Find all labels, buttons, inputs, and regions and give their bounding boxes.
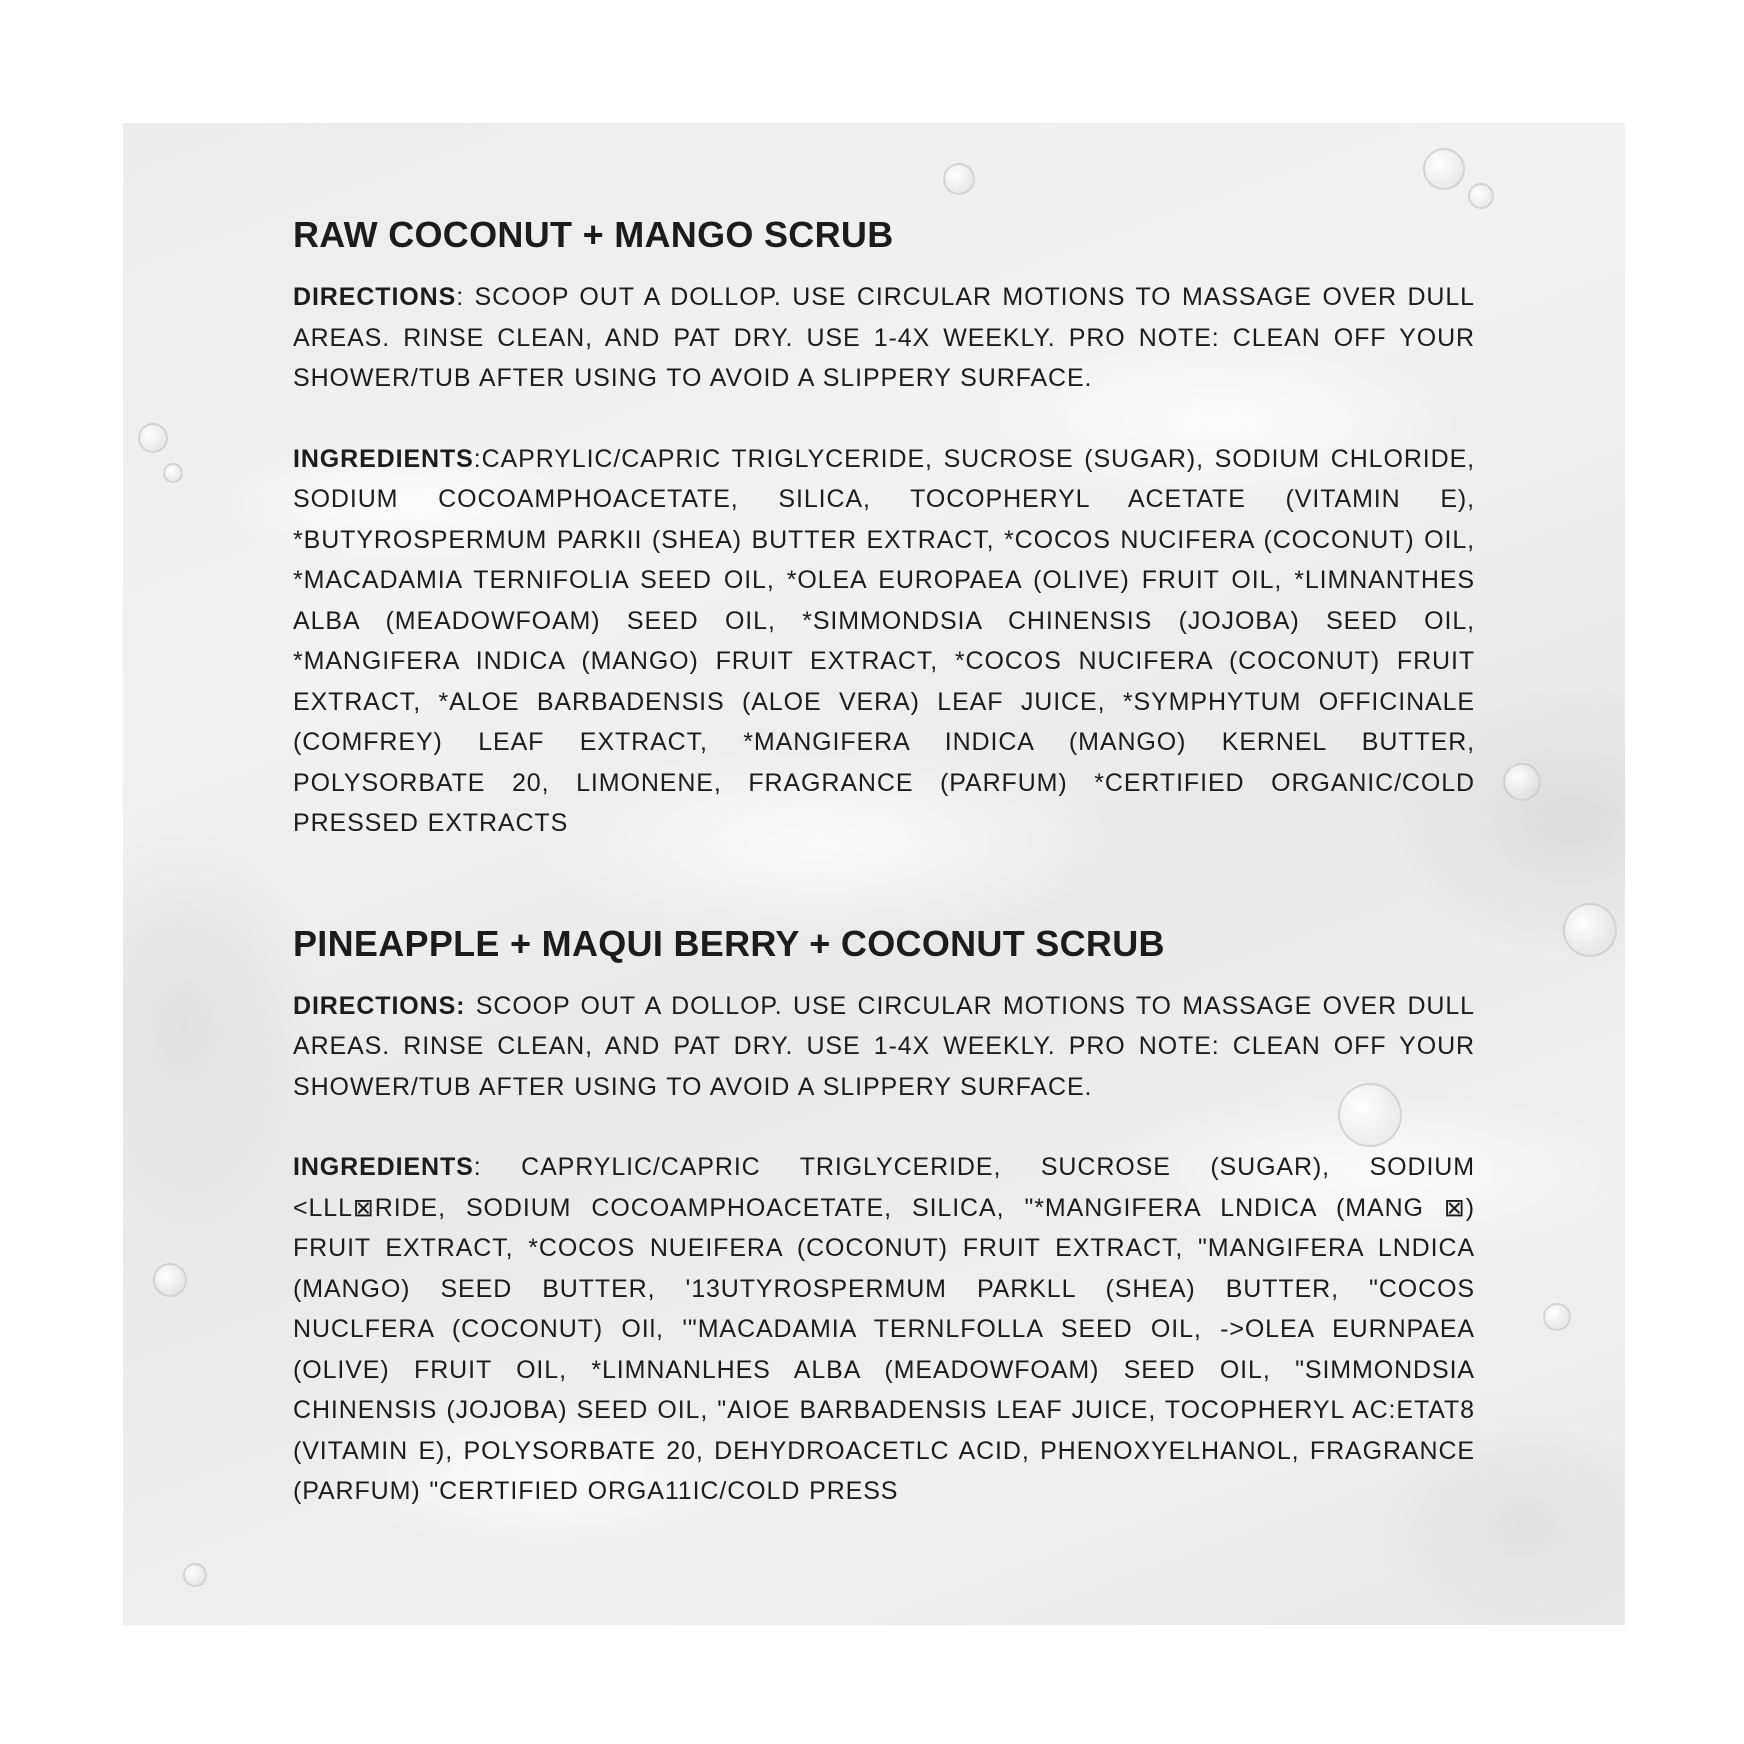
ingredients-paragraph: [293, 439, 1475, 844]
foam-bubble: [1543, 1303, 1571, 1331]
product-title: PINEAPPLE + MAQUI BERRY + COCONUT SCRUB: [293, 922, 1165, 964]
ingredients-text: :CAPRYLIC/CAPRIC TRIGLYCERIDE, SUCROSE (SUGAR), SODIUM CHLORIDE, SODIUM COCOAMPHOACETATE, SILICA, TOCOPHERYL ACETATE (VITAMIN E), *BUTYROSPERMUM PARKII (SHEA) BUTTER EXTRACT, *COCOS NUCIFERA (COCONUT) OIL, *MACADAMIA TERNIFOLIA SEED OIL, *OLEA EUROPAEA (OLIVE) FRUIT OIL, *LIMNANTHES ALBA (MEADOWFOAM) SEED OIL, *SIMMONDSIA CHINENSIS (JOJOBA) SEED OIL, *MANGIFERA INDICA (MANGO) FRUIT EXTRACT, *COCOS NUCIFERA (COCONUT) FRUIT EXTRACT, *ALOE BARBADENSIS (ALOE VERA) LEAF JUICE, *SYMPHYTUM OFFICINALE (COMFREY) LEAF EXTRACT, *MANGIFERA INDICA (MANGO) KERNEL BUTTER, POLYSORBATE 20, LIMONENE, FRAGRANCE (PARFUM) *CERTIFIED ORGANIC/COLD PRESSED EXTRACTS: [293, 444, 1475, 837]
directions-text: : SCOOP OUT A DOLLOP. USE CIRCULAR MOTIONS TO MASSAGE OVER DULL AREAS. RINSE CLEAN, AND PAT DRY. USE 1-4X WEEKLY. PRO NOTE: CLEAN OFF YOUR SHOWER/TUB AFTER USING TO AVOID A SLIPPERY SURFACE.: [293, 283, 1475, 392]
foam-bubble: [1503, 763, 1541, 801]
product-title: RAW COCONUT + MANGO SCRUB: [293, 214, 894, 255]
directions-label: DIRECTIONS:: [293, 991, 466, 1020]
ingredients-paragraph: [293, 1147, 1475, 1512]
foam-bubble: [1423, 148, 1465, 190]
foam-bubble: [153, 1263, 187, 1297]
ingredients-card: [123, 123, 1625, 1625]
directions-label: DIRECTIONS: [293, 283, 457, 311]
ingredients-text: : CAPRYLIC/CAPRIC TRIGLYCERIDE, SUCROSE (SUGAR), SODIUM <LLL⊠RIDE, SODIUM COCOAMPHOACETATE, SILICA, "*MANGIFERA LNDICA (MANG ⊠) FRUIT EXTRACT, *COCOS NUEIFERA (COCONUT) FRUIT EXTRACT, "MANGIFERA LNDICA (MANGO) SEED BUTTER, '13UTYROSPERMUM PARKLL (SHEA) BUTTER, "COCOS NUCLFERA (COCONUT) OIl, '"MACADAMIA TERNLFOLLA SEED OIL, ->OLEA EURNPAEA (OLIVE) FRUIT OIL, *LIMNANLHES ALBA (MEADOWFOAM) SEED OIL, "SIMMONDSIA CHINENSIS (JOJOBA) SEED OIL, "AIOE BARBADENSIS LEAF JUICE, TOCOPHERYL AC:ETAT8 (VITAMIN E), POLYSORBATE 20, DEHYDROACETLC ACID, PHENOXYELHANOL, FRAGRANCE (PARFUM) "CERTIFIED ORGA11IC/COLD PRESS: [293, 1153, 1475, 1505]
foam-bubble: [943, 163, 975, 195]
directions-paragraph: [293, 277, 1475, 399]
document-content: [293, 213, 1475, 1512]
directions-paragraph: [293, 986, 1475, 1108]
foam-bubble: [183, 1563, 207, 1587]
ingredients-label: INGREDIENTS: [293, 1153, 474, 1181]
foam-bubble: [1563, 903, 1617, 957]
directions-text: SCOOP OUT A DOLLOP. USE CIRCULAR MOTIONS TO MASSAGE OVER DULL AREAS. RINSE CLEAN, AND PAT DRY. USE 1-4X WEEKLY. PRO NOTE: CLEAN OFF YOUR SHOWER/TUB AFTER USING TO AVOID A SLIPPERY SURFACE.: [293, 991, 1475, 1101]
ingredients-label: INGREDIENTS: [293, 444, 474, 473]
foam-bubble: [138, 423, 168, 453]
foam-bubble: [1468, 183, 1494, 209]
foam-bubble: [163, 463, 183, 483]
